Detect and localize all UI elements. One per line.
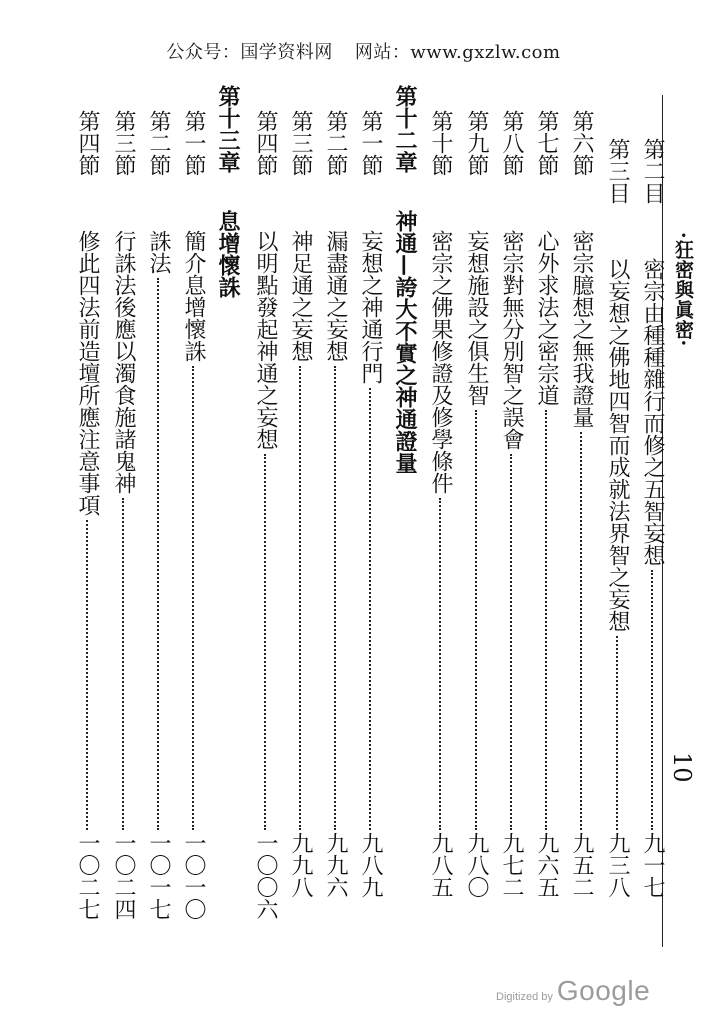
toc-entry[interactable] — [494, 110, 528, 948]
toc-page-number: 九七二 — [499, 832, 524, 898]
toc-entry[interactable] — [600, 138, 634, 948]
toc-label: 第三節 — [288, 110, 313, 176]
leader-dots — [157, 278, 159, 830]
leader-dots — [510, 454, 512, 830]
toc-title: 密宗由種種雜行而修之五智妄想 — [640, 258, 665, 566]
toc-title: 心外求法之密宗道 — [534, 230, 559, 406]
toc-entry[interactable] — [318, 110, 352, 948]
page-number: 10 — [668, 752, 696, 783]
toc-title: 修此四法前造壇所應注意事項 — [75, 230, 100, 516]
toc-title: 簡介息增懷誅 — [181, 230, 206, 362]
toc-page-number: 一〇二七 — [75, 832, 100, 920]
leader-dots — [86, 520, 88, 830]
toc-label: 第九節 — [464, 110, 489, 176]
toc-title: 行誅法後應以濁食施諸鬼神 — [111, 230, 136, 494]
google-logo: Google — [556, 975, 651, 1006]
leader-dots — [651, 570, 653, 830]
toc-page-number: 九八九 — [358, 832, 383, 898]
leader-dots — [439, 498, 441, 830]
leader-dots — [475, 410, 477, 830]
leader-dots — [334, 366, 336, 830]
toc-page-number: 一〇一七 — [146, 832, 171, 920]
toc-label: 第十二章 — [392, 85, 418, 173]
toc-page-number: 九九六 — [323, 832, 348, 898]
toc-entry[interactable] — [459, 110, 493, 948]
toc-label: 第四節 — [253, 110, 278, 176]
toc-page-number: 九三八 — [605, 832, 630, 898]
toc-entry[interactable] — [176, 110, 210, 948]
toc-entry[interactable] — [564, 110, 598, 948]
toc-page-number: 九一七 — [640, 832, 665, 898]
toc-label: 第六節 — [569, 110, 594, 176]
toc-entry[interactable] — [635, 138, 669, 948]
toc-title: 神通—誇大不實之神通證量 — [392, 210, 418, 474]
header-label: 公众号：国学资料网 — [166, 42, 333, 63]
toc-title: 妄想之神通行門 — [358, 230, 383, 384]
toc-title: 以明點發起神通之妄想 — [253, 230, 278, 450]
digitized-watermark — [496, 975, 650, 1007]
toc-title: 以妄想之佛地四智而成就法界智之妄想 — [605, 258, 630, 632]
toc-entry[interactable] — [141, 110, 175, 948]
leader-dots — [369, 388, 371, 830]
toc-page-number: 九九八 — [288, 832, 313, 898]
toc-title: 密宗臆想之無我證量 — [569, 230, 594, 428]
toc-title: 密宗之佛果修證及修學條件 — [428, 230, 453, 494]
toc-entry[interactable] — [353, 110, 387, 948]
toc-label: 第七節 — [534, 110, 559, 176]
toc-page-number: 一〇〇六 — [253, 832, 278, 920]
toc-page-number: 九八五 — [428, 832, 453, 898]
toc-page-number: 一〇一〇 — [181, 832, 206, 920]
toc-title: 息增懷誅 — [215, 210, 241, 298]
header-site: 网站：www.gxzlw.com — [354, 42, 561, 63]
toc-page-number: 一〇二四 — [111, 832, 136, 920]
toc-label: 第四節 — [75, 110, 100, 176]
toc-entry[interactable] — [70, 110, 104, 948]
leader-dots — [580, 432, 582, 830]
toc-page-number: 九六五 — [534, 832, 559, 898]
digitized-prefix: Digitized by — [496, 991, 553, 1003]
toc-title: 漏盡通之妄想 — [323, 230, 348, 362]
toc-chapter-heading[interactable] — [388, 85, 422, 948]
toc-label: 第一節 — [358, 110, 383, 176]
toc-page-number: 九八〇 — [464, 832, 489, 898]
toc-label: 第二節 — [146, 110, 171, 176]
toc-title: 妄想施設之俱生智 — [464, 230, 489, 406]
leader-dots — [616, 636, 618, 830]
toc-title: 神足通之妄想 — [288, 230, 313, 362]
toc-entry[interactable] — [248, 110, 282, 948]
toc-chapter-heading[interactable] — [211, 85, 245, 948]
toc-entry[interactable] — [106, 110, 140, 948]
running-book-title: ·狂密與眞密· — [672, 232, 694, 348]
toc-entry[interactable] — [283, 110, 317, 948]
toc-title: 誅法 — [146, 230, 171, 274]
toc-label: 第八節 — [499, 110, 524, 176]
toc-label: 第二節 — [323, 110, 348, 176]
toc-label: 第三節 — [111, 110, 136, 176]
leader-dots — [299, 366, 301, 830]
toc-page-number: 九五二 — [569, 832, 594, 898]
toc-label: 第十三章 — [215, 85, 241, 173]
toc-label: 第三目 — [605, 138, 630, 204]
toc-label: 第二目 — [640, 138, 665, 204]
toc-entry[interactable] — [529, 110, 563, 948]
toc-title: 密宗對無分別智之誤會 — [499, 230, 524, 450]
leader-dots — [122, 498, 124, 830]
toc-label: 第一節 — [181, 110, 206, 176]
leader-dots — [192, 366, 194, 830]
leader-dots — [264, 454, 266, 830]
toc-label: 第十節 — [428, 110, 453, 176]
leader-dots — [545, 410, 547, 830]
toc-entry[interactable] — [423, 110, 457, 948]
